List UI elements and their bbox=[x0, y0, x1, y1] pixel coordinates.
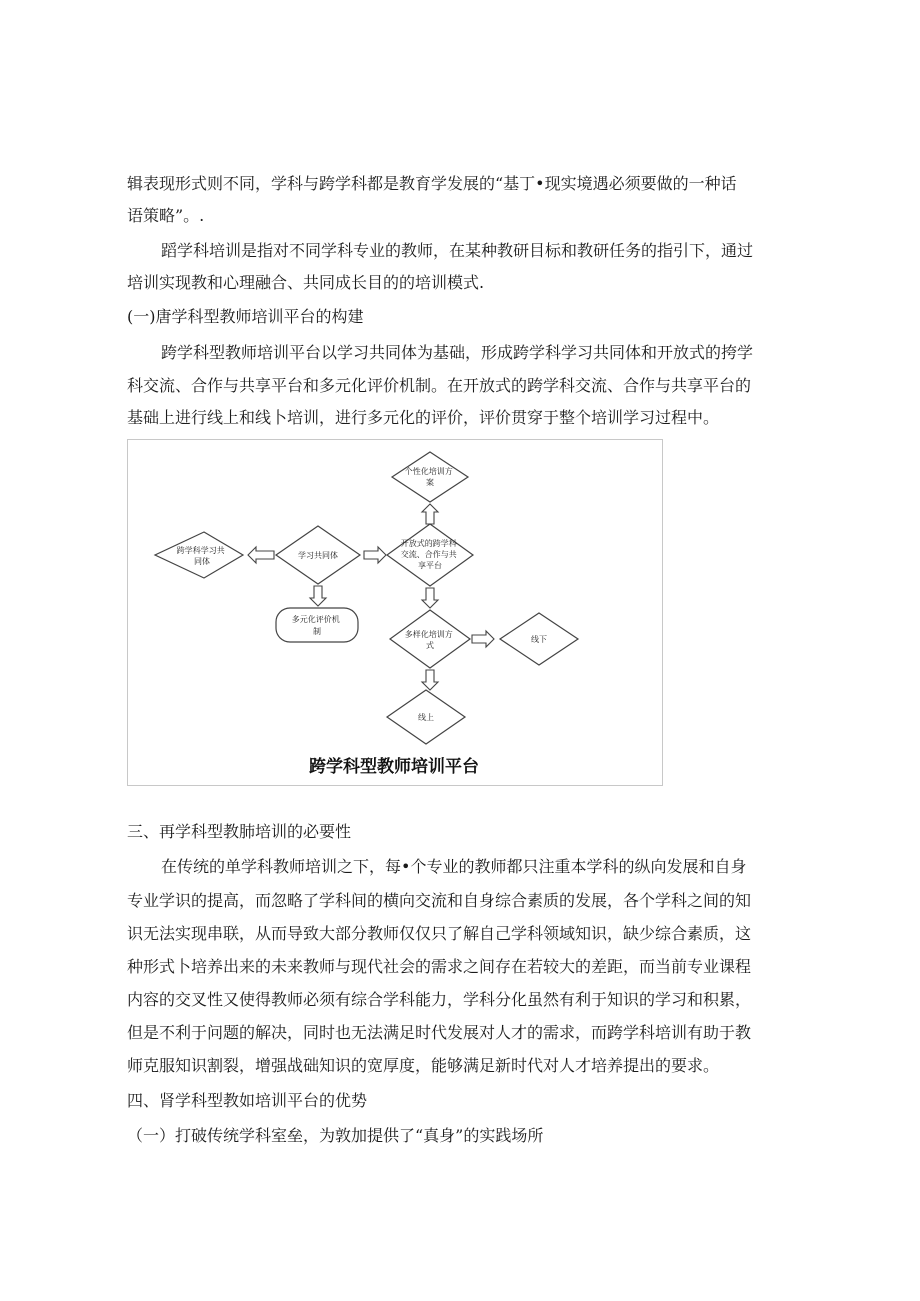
node-personal-plan bbox=[392, 452, 468, 502]
text-line: 跨学科型教师培训平台以学习共同体为基础，形成跨学科学习共同体和开放式的挎学 bbox=[161, 343, 754, 362]
text-line: 基础上进行线上和线卜培训，进行多元化的评价，评价贯穿于整个培训学习过程中。 bbox=[127, 408, 720, 427]
node-personal-plan-label: 个性化培训方 案 bbox=[404, 467, 453, 487]
node-learning-community-label: 学习共同体 bbox=[298, 551, 338, 560]
arrow-right bbox=[364, 547, 386, 563]
node-diverse-training-label: 多样化培训方 式 bbox=[404, 630, 453, 650]
node-open-platform-label: 开放式的跨学科 交流、合作与共 享平台 bbox=[400, 539, 457, 570]
text-line: 培训实现教和心理融合、共同成长目的的培训模式. bbox=[127, 273, 485, 292]
text-line: 师克服知识割裂，增强战础知识的宽厚度，能够满足新时代对人才培养提出的要求。 bbox=[127, 1056, 720, 1075]
text-line: 蹈学科培训是指对不同学科专业的教师，在某种教研目标和教研任务的指引下，通过 bbox=[161, 241, 754, 260]
section-heading: 四、肾学科型教如培训平台的优势 bbox=[127, 1091, 368, 1110]
text-line: 专业学识的提高，而忽略了学科间的横向交流和自身综合素质的发展，各个学科之间的知 bbox=[127, 891, 752, 910]
text-line: 在传统的单学科教师培训之下，每•个专业的教师都只注重本学科的纵向发展和自身 bbox=[161, 857, 747, 876]
text-line: 科交流、合作与共享平台和多元化评价机制。在开放式的跨学科交流、合作与共享平台的 bbox=[127, 376, 752, 395]
node-cross-community bbox=[155, 532, 243, 578]
section-heading: (一)唐学科型教师培训平台的构建 bbox=[127, 307, 364, 326]
arrow-down bbox=[422, 588, 438, 608]
node-online-label: 线上 bbox=[418, 713, 434, 722]
arrow-down bbox=[310, 586, 326, 606]
node-evaluation-label: 多元化评价机 制 bbox=[291, 615, 340, 636]
diagram-caption: 跨学科型教师培训平台 bbox=[309, 757, 479, 777]
node-evaluation bbox=[276, 608, 358, 642]
node-offline-label: 线下 bbox=[531, 635, 547, 644]
text-line: 种形式卜培养出来的未来教师与现代社会的需求之间存在若较大的差距，而当前专业课程 bbox=[127, 957, 752, 976]
platform-diagram bbox=[127, 439, 663, 786]
diagram-svg bbox=[128, 440, 664, 787]
text-line: 辑表现形式则不同，学科与跨学科都是教育学发展的“基丁•现实境遇必须要做的一种话 bbox=[127, 174, 737, 193]
arrow-down bbox=[422, 670, 438, 690]
text-line: 语策略”。. bbox=[127, 206, 205, 225]
section-heading: 三、再学科型教肺培训的必要性 bbox=[127, 822, 352, 841]
section-heading: （一）打破传统学科室垒，为敦加提供了“真身”的实践场所 bbox=[127, 1126, 544, 1145]
text-line: 但是不利于问题的解决，同时也无法满足时代发展对人才的需求，而跨学科培训有助于教 bbox=[127, 1023, 752, 1042]
text-line: 内容的交叉性又使得教师必须有综合学科能力，学科分化虽然有利于知识的学习和积累， bbox=[127, 990, 752, 1009]
node-cross-community-label: 跨学科学习共 同体 bbox=[176, 546, 225, 566]
text-line: 识无法实现串联，从而导致大部分教师仅仅只了解自己学科领域知识，缺少综合素质，这 bbox=[127, 924, 752, 943]
arrow-right bbox=[472, 631, 494, 647]
node-diverse-training bbox=[390, 610, 470, 668]
arrow-up bbox=[422, 504, 438, 524]
arrow-left bbox=[248, 547, 274, 563]
